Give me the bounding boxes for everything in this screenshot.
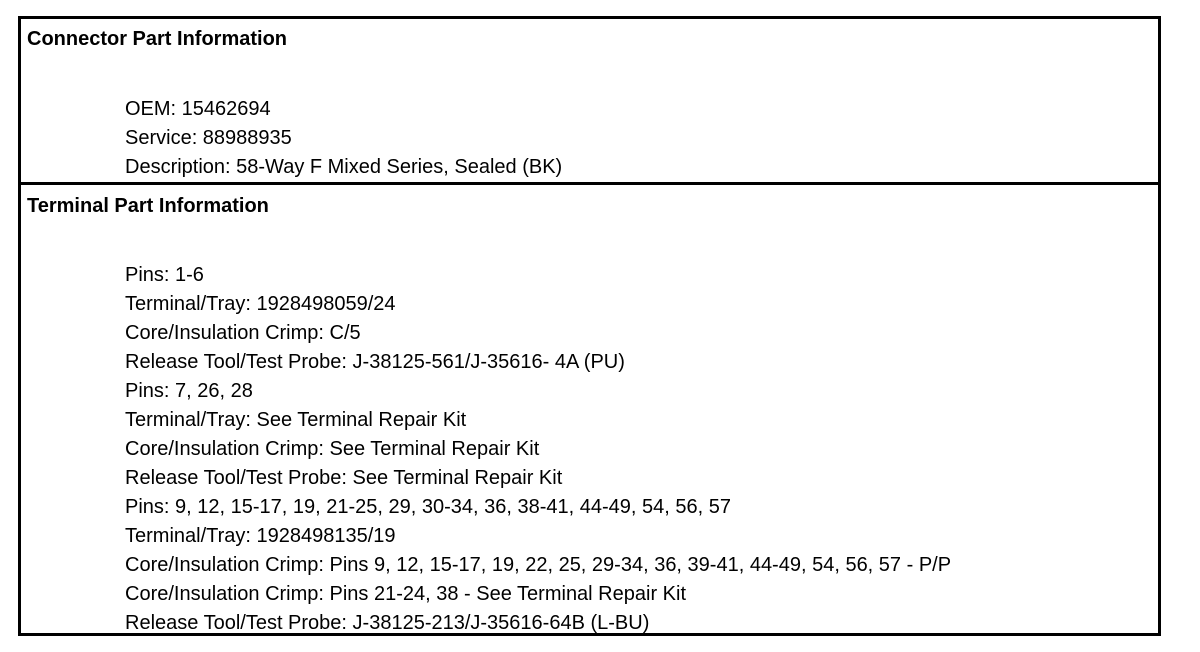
- terminal-part-information-section: [21, 185, 1158, 636]
- terminal-details-list: [125, 261, 951, 638]
- terminal-detail-line: Terminal/Tray: 1928498059/24: [125, 293, 396, 315]
- terminal-detail-line: Pins: 1-6: [125, 264, 204, 286]
- terminal-detail-line: Terminal/Tray: See Terminal Repair Kit: [125, 409, 467, 431]
- terminal-detail-line: Core/Insulation Crimp: C/5: [125, 322, 361, 344]
- terminal-detail-line: Core/Insulation Crimp: Pins 9, 12, 15-17, 19, 22, 25, 29-34, 36, 39-41, 44-49, 54, 56, 57 - P/P: [125, 554, 952, 576]
- connector-oem-line: OEM: 15462694: [125, 98, 271, 120]
- connector-part-information-heading: Connector Part Information: [27, 28, 288, 50]
- connector-description-line: Description: 58-Way F Mixed Series, Sealed (BK): [125, 156, 563, 178]
- connector-service-line: Service: 88988935: [125, 127, 292, 149]
- connector-part-information-section: [21, 19, 1158, 185]
- terminal-detail-line: Release Tool/Test Probe: J-38125-213/J-35616-64B (L-BU): [125, 612, 650, 634]
- connector-details-list: [125, 95, 562, 182]
- terminal-detail-line: Terminal/Tray: 1928498135/19: [125, 525, 396, 547]
- terminal-detail-line: Core/Insulation Crimp: Pins 21-24, 38 - See Terminal Repair Kit: [125, 583, 686, 605]
- terminal-detail-line: Release Tool/Test Probe: See Terminal Repair Kit: [125, 467, 563, 489]
- terminal-detail-line: Pins: 7, 26, 28: [125, 380, 253, 402]
- terminal-detail-line: Pins: 9, 12, 15-17, 19, 21-25, 29, 30-34, 36, 38-41, 44-49, 54, 56, 57: [125, 496, 731, 518]
- part-information-table: [18, 16, 1161, 636]
- terminal-part-information-heading: Terminal Part Information: [27, 195, 269, 217]
- terminal-detail-line: Release Tool/Test Probe: J-38125-561/J-35616- 4A (PU): [125, 351, 625, 373]
- terminal-detail-line: Core/Insulation Crimp: See Terminal Repair Kit: [125, 438, 540, 460]
